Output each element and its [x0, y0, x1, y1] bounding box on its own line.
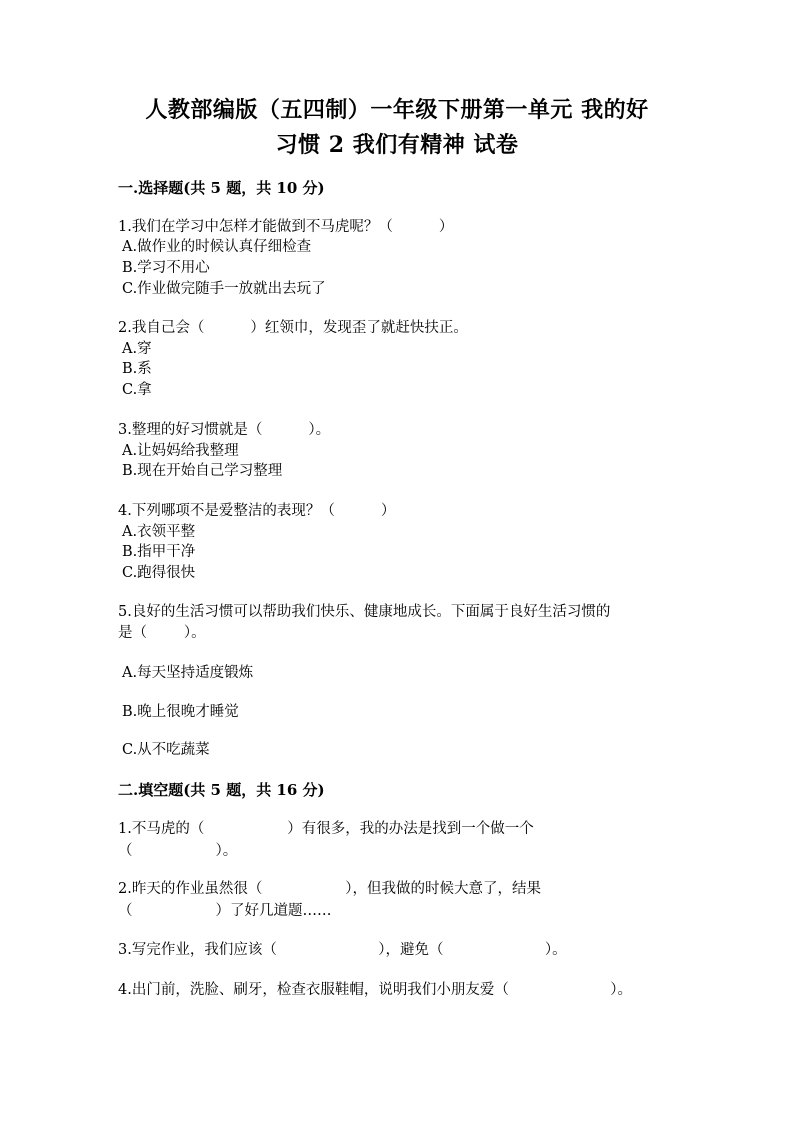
option-a: A.衣领平整	[122, 524, 196, 540]
question-stem: 3.整理的好习惯就是（ ）。	[118, 422, 331, 438]
option-a: A.穿	[122, 341, 152, 357]
option-c: C.作业做完随手一放就出去玩了	[122, 281, 326, 297]
option-a: A.每天坚持适度锻炼	[122, 665, 254, 681]
section-header-choice: 一.选择题(共 5 题，共 10 分)	[118, 179, 325, 197]
option-b: B.指甲干净	[122, 544, 196, 560]
option-c: C.拿	[122, 382, 152, 398]
option-b: B.学习不用心	[122, 260, 210, 276]
document-title-line-1: 人教部编版（五四制）一年级下册第一单元 我的好	[145, 97, 649, 123]
question-stem: 2.我自己会（ ）红领巾，发现歪了就赶快扶正。	[118, 320, 468, 336]
fill-question-line-1: 1.不马虎的（ ）有很多，我的办法是找到一个做一个	[118, 821, 534, 837]
question-stem: 1.我们在学习中怎样才能做到不马虎呢？（ ）	[118, 219, 454, 235]
fill-question-line-1: 4.出门前，洗脸、刷牙，检查衣服鞋帽，说明我们小朋友爱（ ）。	[118, 982, 632, 998]
document-title-line-2: 习惯 2 我们有精神 试卷	[275, 132, 519, 158]
question-stem-line-2: 是（ ）。	[118, 625, 206, 641]
option-a: A.做作业的时候认真仔细检查	[122, 239, 312, 255]
question-stem: 4.下列哪项不是爱整洁的表现？（ ）	[118, 503, 396, 519]
question-stem-line-1: 5.良好的生活习惯可以帮助我们快乐、健康地成长。下面属于良好生活习惯的	[118, 604, 611, 620]
option-c: C.从不吃蔬菜	[122, 742, 210, 758]
section-header-fill-blank: 二.填空题(共 5 题，共 16 分)	[118, 781, 325, 799]
option-b: B.现在开始自己学习整理	[122, 463, 283, 479]
fill-question-line-1: 3.写完作业，我们应该（ ），避免（ ）。	[118, 942, 567, 958]
option-c: C.跑得很快	[122, 565, 196, 581]
fill-question-line-2: （ ）。	[118, 843, 238, 859]
fill-question-line-1: 2.昨天的作业虽然很（ ），但我做的时候大意了，结果	[118, 881, 542, 897]
option-b: B.晚上很晚才睡觉	[122, 704, 239, 720]
option-a: A.让妈妈给我整理	[122, 443, 239, 459]
option-b: B.系	[122, 361, 152, 377]
fill-question-line-2: （ ）了好几道题……	[118, 903, 332, 919]
